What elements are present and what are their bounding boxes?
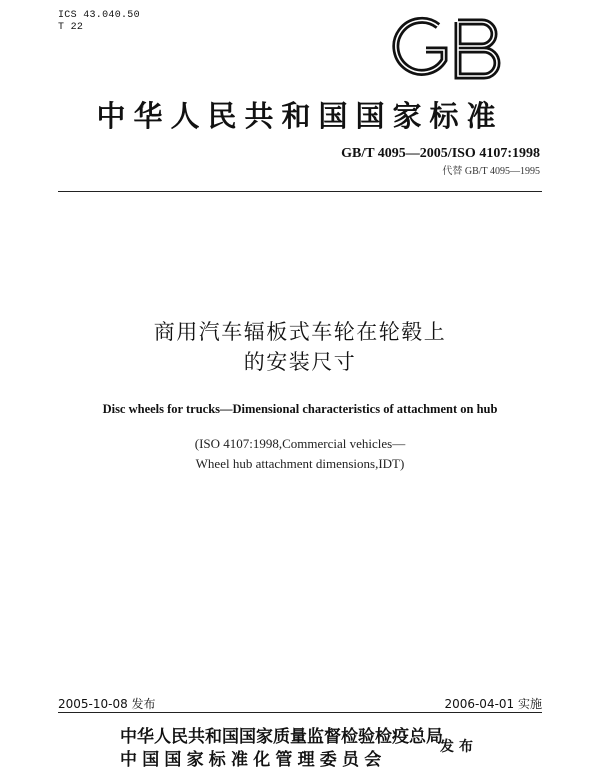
- ics-code: ICS 43.040.50: [58, 10, 140, 21]
- replaces-code: 代替 GB/T 4095—1995: [442, 166, 540, 177]
- classification-codes: [58, 10, 140, 34]
- iso-reference-line1: (ISO 4107:1998,Commercial vehicles—: [194, 436, 406, 451]
- effective-date: 2006-04-01 实施: [444, 697, 542, 711]
- gb-logo: [392, 16, 510, 82]
- document-title-cn-line2: 的安装尺寸: [243, 350, 357, 374]
- issuer-line2: 中国国家标准化管理委员会: [120, 750, 387, 770]
- iso-reference-line2: Wheel hub attachment dimensions,IDT): [195, 456, 405, 471]
- national-standard-title: 中华人民共和国国家标准: [96, 99, 504, 133]
- standard-code: GB/T 4095—2005/ISO 4107:1998: [341, 146, 540, 161]
- header-divider: [58, 191, 542, 192]
- issue-date: 2005-10-08 发布: [58, 697, 156, 711]
- ccs-code: T 22: [58, 22, 84, 33]
- document-title-cn-line1: 商用汽车辐板式车轮在轮毂上: [153, 320, 447, 344]
- issuer-line1: 中华人民共和国国家质量监督检验检疫总局: [120, 727, 443, 747]
- publish-label: 发布: [440, 739, 478, 755]
- document-title-en: Disc wheels for trucks—Dimensional characteristics of attachment on hub: [102, 402, 498, 416]
- footer-divider: [58, 712, 542, 713]
